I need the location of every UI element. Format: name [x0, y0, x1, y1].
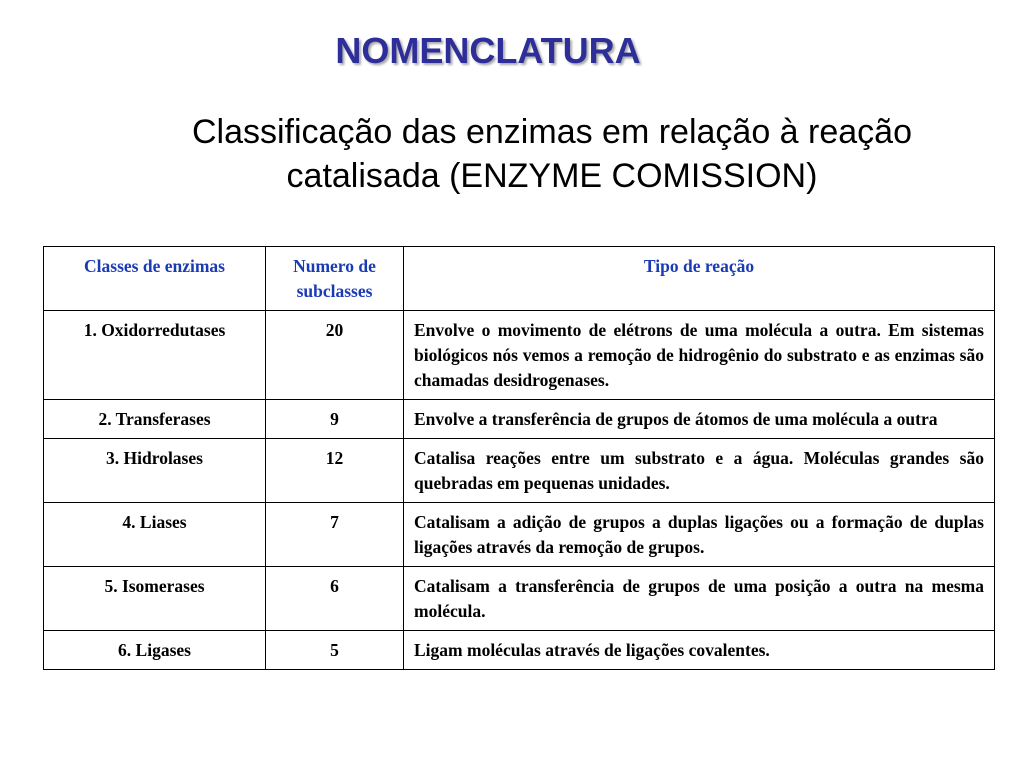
- subclass-count-cell: 6: [266, 567, 404, 631]
- table-header-row: [44, 247, 995, 311]
- subtitle-line: Classificação das enzimas em relação à reação: [191, 113, 912, 151]
- enzyme-class-cell: 6. Ligases: [44, 631, 266, 670]
- enzyme-class-cell: 2. Transferases: [44, 400, 266, 439]
- enzyme-class-cell: 3. Hidrolases: [44, 439, 266, 503]
- enzyme-class-cell: 5. Isomerases: [44, 567, 266, 631]
- header-reaction-type: Tipo de reação: [404, 247, 995, 311]
- subclass-count-cell: 9: [266, 400, 404, 439]
- table-row: [44, 631, 995, 670]
- header-subclasses: Numero de subclasses: [266, 247, 404, 311]
- slide-subtitle: [80, 110, 1024, 198]
- reaction-type-cell: Catalisam a adição de grupos a duplas ligações ou a formação de duplas ligações através da remoção de grupos.: [404, 503, 995, 567]
- table-row: [44, 439, 995, 503]
- slide-title: NOMENCLATURA: [335, 30, 641, 71]
- reaction-type-cell: Envolve o movimento de elétrons de uma molécula a outra. Em sistemas biológicos nós vemos a remoção de hidrogênio do substrato e as enzimas são chamadas desidrogenases.: [404, 311, 995, 400]
- table-row: [44, 567, 995, 631]
- subtitle-line: catalisada (ENZYME COMISSION): [286, 157, 818, 195]
- reaction-type-cell: Ligam moléculas através de ligações covalentes.: [404, 631, 995, 670]
- subclass-count-cell: 7: [266, 503, 404, 567]
- enzyme-class-cell: 1. Oxidorredutases: [44, 311, 266, 400]
- table-row: [44, 400, 995, 439]
- subclass-count-cell: 20: [266, 311, 404, 400]
- subclass-count-cell: 12: [266, 439, 404, 503]
- subclass-count-cell: 5: [266, 631, 404, 670]
- table-row: [44, 503, 995, 567]
- reaction-type-cell: Envolve a transferência de grupos de átomos de uma molécula a outra: [404, 400, 995, 439]
- enzyme-classes-table: [43, 246, 995, 670]
- reaction-type-cell: Catalisam a transferência de grupos de uma posição a outra na mesma molécula.: [404, 567, 995, 631]
- header-classes: Classes de enzimas: [44, 247, 266, 311]
- reaction-type-cell: Catalisa reações entre um substrato e a água. Moléculas grandes são quebradas em pequenas unidades.: [404, 439, 995, 503]
- enzyme-class-cell: 4. Liases: [44, 503, 266, 567]
- table-row: [44, 311, 995, 400]
